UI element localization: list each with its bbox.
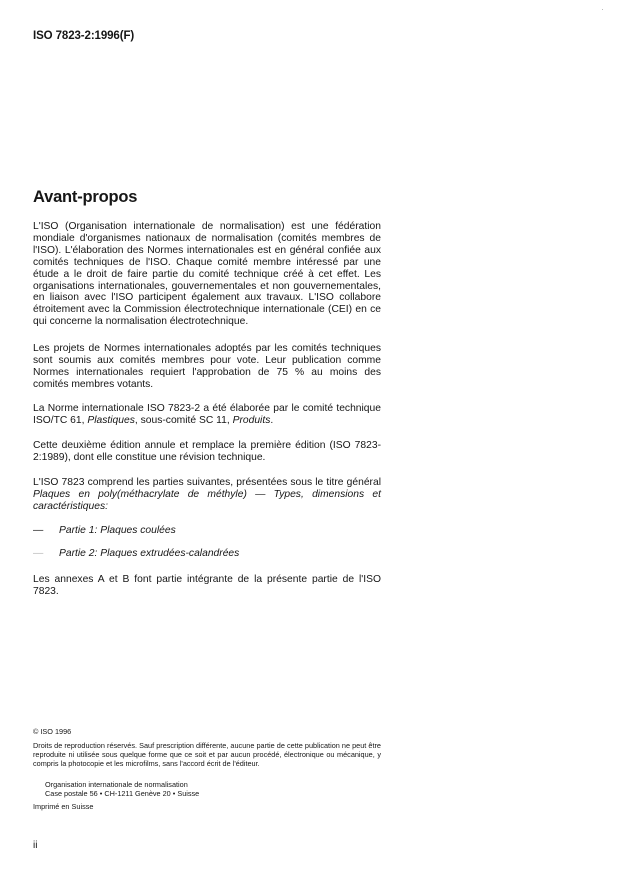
organisation-name: Organisation internationale de normalisation (45, 780, 188, 789)
rights-notice: Droits de reproduction réservés. Sauf prescription différente, aucune partie de cette publication ne peut être reproduite ni utilisée sous quelque forme que ce soit et par aucun procédé, électronique ou mécanique, y compris la photocopie et les microfilms, sans l'accord écrit de l'éditeur. (33, 741, 381, 768)
part-title: Partie 2: Plaques extrudées-calandrées (59, 548, 240, 559)
paragraph-voting: Les projets de Normes internationales adoptés par les comités techniques sont soumis aux comités membres pour vote. Leur publication comme Normes internationales requiert l'approbation de 75 % au moins des comités membres votants. (33, 343, 381, 390)
corner-mark: · (601, 4, 604, 14)
committee-name: Plastiques (87, 414, 135, 426)
paragraph-annexes: Les annexes A et B font partie intégrante de la présente partie de l'ISO 7823. (33, 574, 381, 597)
committee-text: La Norme internationale ISO 7823-2 a été élaborée par le comité technique ISO/TC 61, (33, 403, 381, 426)
printed-in: Imprimé en Suisse (33, 802, 94, 811)
list-item (33, 525, 381, 537)
postal-address: Case postale 56 • CH-1211 Genève 20 • Suisse (45, 789, 200, 798)
paragraph-edition: Cette deuxième édition annule et remplace la première édition (ISO 7823-2:1989), dont elle constitue une révision technique. (33, 440, 381, 463)
section-title: Avant-propos (33, 188, 138, 206)
part-title: Partie 1: Plaques coulées (59, 525, 176, 536)
paragraph-committee (33, 403, 381, 427)
parts-intro-text: L'ISO 7823 comprend les parties suivantes, présentées sous le titre général (33, 477, 381, 488)
dash-mark: — (33, 548, 44, 559)
subcommittee-name: Produits (232, 414, 271, 426)
subcommittee-text: , sous-comité SC 11, (134, 414, 230, 426)
page-number: ii (33, 840, 38, 851)
paragraph-iso-intro: L'ISO (Organisation internationale de normalisation) est une fédération mondiale d'organismes nationaux de normalisation (comités membres de l'ISO). L'élaboration des Normes internationales est en général confiée aux comités techniques de l'ISO. Chaque comité membre intéressé par une étude a le droit de faire partie du comité technique créé à cet effet. Les organisations internationales, gouvernementales et non gouvernementales, en liaison avec l'ISO participent également aux travaux. L'ISO collabore étroitement avec la Commission électrotechnique internationale (CEI) en ce qui concerne la normalisation électrotechnique. (33, 221, 381, 328)
general-title: Plaques en poly(méthacrylate de méthyle) — Types, dimensions et caractéristiques: (33, 488, 381, 512)
dash-mark: — (33, 525, 44, 536)
list-item (33, 548, 381, 560)
period: . (270, 414, 274, 426)
paragraph-parts (33, 477, 381, 513)
document-code: ISO 7823-2:1996(F) (33, 30, 135, 42)
copyright: © ISO 1996 (33, 727, 72, 736)
